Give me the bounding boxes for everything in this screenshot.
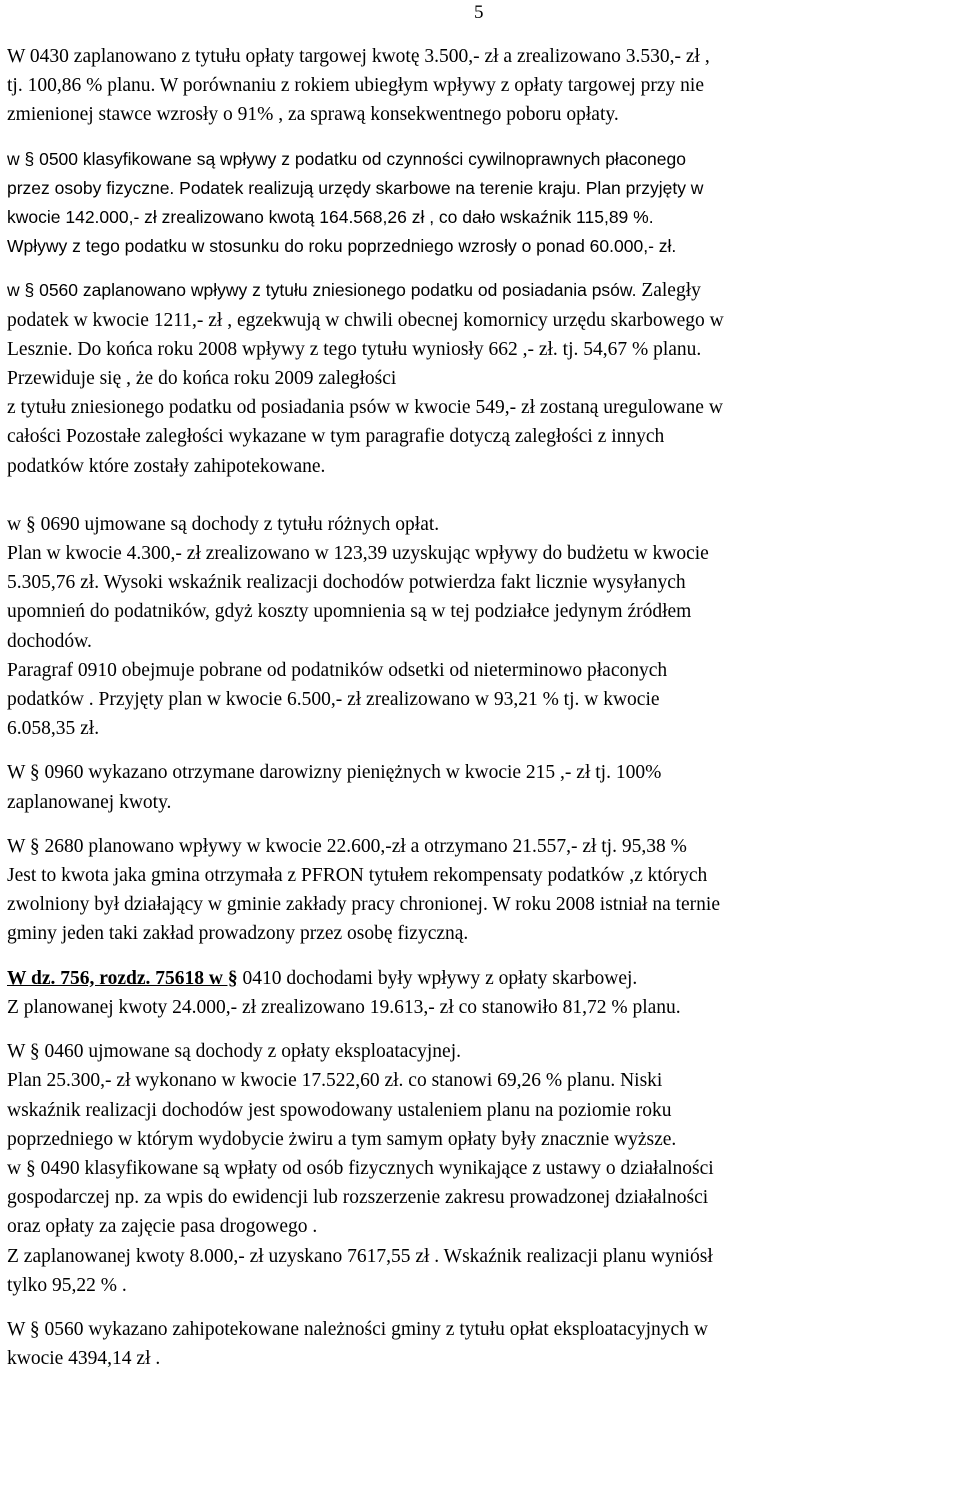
text-line: W § 0560 wykazano zahipotekowane należności gminy z tytułu opłat eksploatacyjnych w <box>7 1318 708 1340</box>
text-line: 5.305,76 zł. Wysoki wskaźnik realizacji dochodów potwierdza fakt licznie wysyłanych <box>7 572 686 594</box>
text-line: W § 0960 wykazano otrzymane darowizny pieniężnych w kwocie 215 ,- zł tj. 100% <box>7 762 662 784</box>
text-line: Lesznie. Do końca roku 2008 wpływy z tego tytułu wyniosły 662 ,- zł. tj. 54,67 % planu. <box>7 338 702 360</box>
text-line <box>7 276 953 305</box>
text-line: Plan w kwocie 4.300,- zł zrealizowano w 123,39 uzyskując wpływy do budżetu w kwocie <box>7 543 709 565</box>
text-line: W § 0460 ujmowane są dochody z opłaty eksploatacyjnej. <box>7 1041 461 1063</box>
text-line: w § 0690 ujmowane są dochody z tytułu różnych opłat. <box>7 513 440 535</box>
text-line: Paragraf 0910 obejmuje pobrane od podatników odsetki od nieterminowo płaconych <box>7 659 668 681</box>
text-line: poprzedniego w którym wydobycie żwiru a tym samym opłaty były znacznie wyższe. <box>7 1128 677 1150</box>
text-line: kwocie 142.000,- zł zrealizowano kwotą 164.568,26 zł , co dało wskaźnik 115,89 %. <box>7 207 654 228</box>
text-line: podatków które zostały zahipotekowane. <box>7 455 326 477</box>
text-line: całości Pozostałe zaległości wykazane w tym paragrafie dotyczą zaległości z innych <box>7 426 665 448</box>
text-line: Z zaplanowanej kwoty 8.000,- zł uzyskano 7617,55 zł . Wskaźnik realizacji planu wyniósł <box>7 1245 713 1267</box>
text-line: gospodarczej np. za wpis do ewidencji lub rozszerzenie zakresu prowadzonej działalności <box>7 1187 709 1209</box>
text-line: zwolniony był działający w gminie zakłady pracy chronionej. W roku 2008 istniał na ternie <box>7 894 720 916</box>
section-heading: W dz. 756, rozdz. 75618 w § <box>7 967 238 989</box>
paragraph-2680 <box>7 832 953 949</box>
text-span: 0410 dochodami były wpływy z opłaty skarbowej. <box>237 967 638 989</box>
text-line: Z planowanej kwoty 24.000,- zł zrealizowano 19.613,- zł co stanowiło 81,72 % planu. <box>7 996 681 1018</box>
text-line: W § 2680 planowano wpływy w kwocie 22.600,-zł a otrzymano 21.557,- zł tj. 95,38 % <box>7 835 687 857</box>
paragraph-0500 <box>7 145 953 262</box>
text-line: z tytułu zniesionego podatku od posiadania psów w kwocie 549,- zł zostaną uregulowane w <box>7 397 723 419</box>
text-line: 6.058,35 zł. <box>7 718 100 740</box>
text-line: kwocie 4394,14 zł . <box>7 1348 161 1370</box>
text-line: Plan 25.300,- zł wykonano w kwocie 17.522,60 zł. co stanowi 69,26 % planu. Niski <box>7 1070 663 1092</box>
text-line: zmienionej stawce wzrosły o 91% , za sprawą konsekwentnego poboru opłaty. <box>7 104 619 126</box>
paragraph-0560-dog-tax <box>7 276 953 480</box>
text-line: przez osoby fizyczne. Podatek realizują urzędy skarbowe na terenie kraju. Plan przyjęty w <box>7 177 704 198</box>
text-line: Przewiduje się , że do końca roku 2009 zaległości <box>7 368 397 390</box>
document-body <box>7 42 953 1373</box>
text-line: gminy jeden taki zakład prowadzony przez osobę fizyczną. <box>7 923 469 945</box>
paragraph-0560-exploitation <box>7 1315 953 1373</box>
paragraph-0690-0910 <box>7 510 953 744</box>
text-line: Wpływy z tego podatku w stosunku do roku poprzedniego wzrosły o ponad 60.000,- zł. <box>7 236 677 257</box>
text-line: W 0430 zaplanowano z tytułu opłaty targowej kwotę 3.500,- zł a zrealizowano 3.530,- zł , <box>7 46 710 67</box>
text-line: podatek w kwocie 1211,- zł , egzekwują w chwili obecnej komornicy urzędu skarbowego w <box>7 309 724 331</box>
paragraph-75618-0410 <box>7 964 953 1022</box>
text-line: w § 0500 klasyfikowane są wpływy z podatku od czynności cywilnoprawnych płaconego <box>7 148 686 169</box>
paragraph-0960 <box>7 758 953 816</box>
text-span: Zaległy <box>636 280 701 302</box>
paragraph-0460-0490 <box>7 1037 953 1300</box>
text-line: zaplanowanej kwoty. <box>7 791 172 813</box>
text-line: podatków . Przyjęty plan w kwocie 6.500,- zł zrealizowano w 93,21 % tj. w kwocie <box>7 689 660 711</box>
page-number: 5 <box>474 2 484 23</box>
text-line <box>7 964 953 993</box>
text-line: oraz opłaty za zajęcie pasa drogowego . <box>7 1216 318 1238</box>
paragraph-0430 <box>7 42 953 130</box>
text-line: tylko 95,22 % . <box>7 1274 127 1296</box>
text-line: w § 0490 klasyfikowane są wpłaty od osób fizycznych wynikające z ustawy o działalności <box>7 1157 714 1179</box>
text-line: wskaźnik realizacji dochodów jest spowodowany ustaleniem planu na poziomie roku <box>7 1099 672 1121</box>
text-line: dochodów. <box>7 630 92 652</box>
text-line: upomnień do podatników, gdyż koszty upomnienia są w tej podziałce jedynym źródłem <box>7 601 692 623</box>
text-span: w § 0560 zaplanowano wpływy z tytułu zniesionego podatku od posiadania psów. <box>7 280 637 301</box>
text-line: tj. 100,86 % planu. W porównaniu z rokiem ubiegłym wpływy z opłaty targowej przy nie <box>7 75 704 97</box>
text-line: Jest to kwota jaka gmina otrzymała z PFRON tytułem rekompensaty podatków ,z których <box>7 865 708 887</box>
